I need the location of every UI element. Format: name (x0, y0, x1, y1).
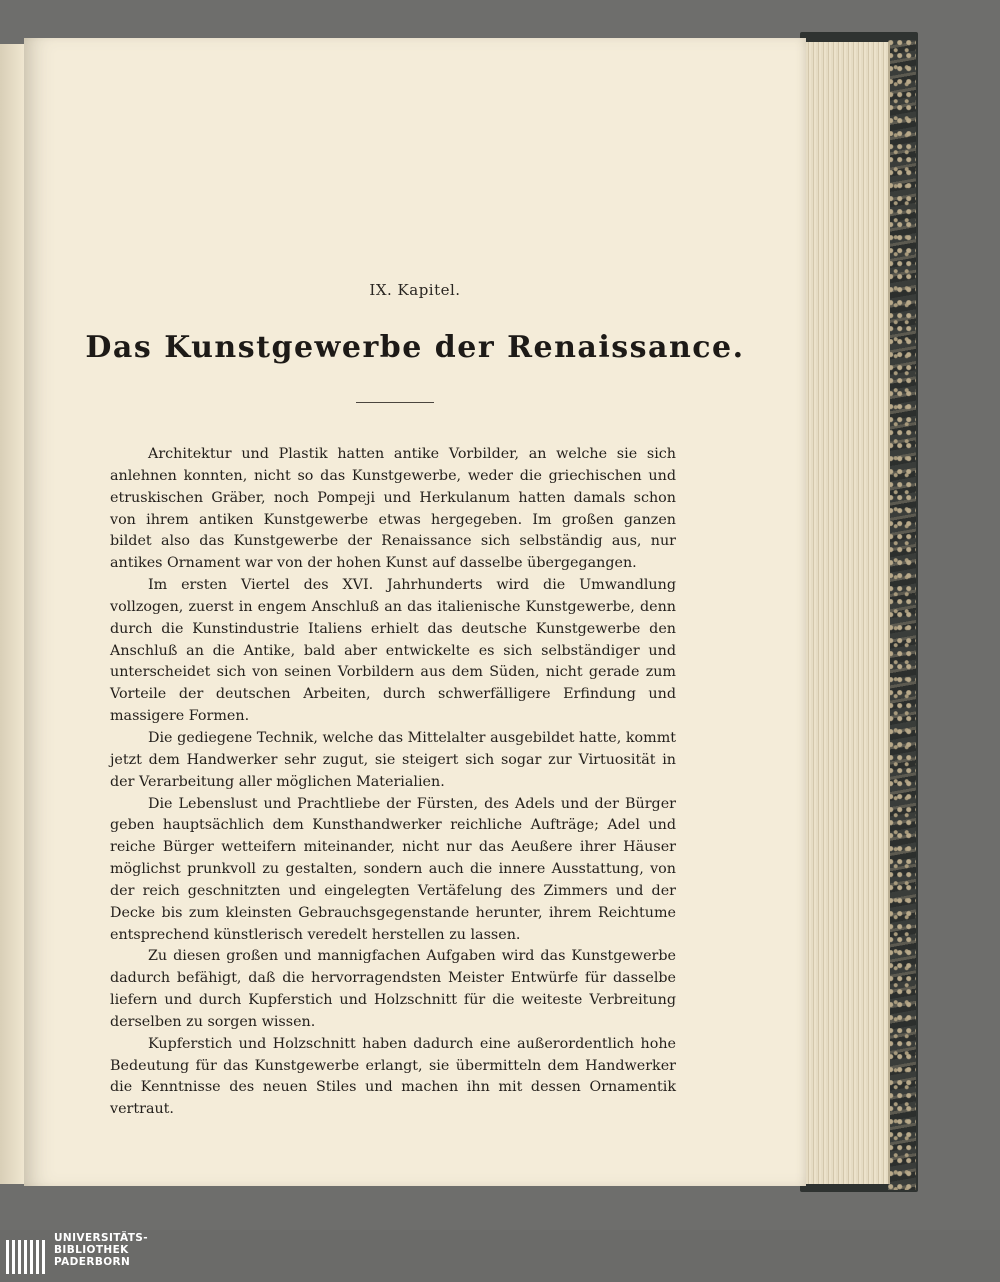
logo-line: BIBLIOTHEK (54, 1244, 129, 1256)
paragraph: Zu diesen großen und mannigfachen Aufgaben wird das Kunstgewerbe dadurch befähigt, daß die hervorragendsten Meister Entwürfe für dasselbe liefern und durch Kupferstich und Holzschnitt für die weiteste Verbreitung derselben zu sorgen wissen. (110, 948, 676, 1030)
paragraph: Architektur und Plastik hatten antike Vorbilder, an welche sie sich anlehnen konnten, nicht so das Kunstgewerbe, weder die griechischen und etruskischen Gräber, noch Pompeji und Herkulanum hatten damals schon von ihrem antiken Kunstgewerbe etwas hergegeben. Im großen ganzen bildet also das Kunstgewerbe der Renaissance sich selbständig aus, nur antikes Ornament war von der hohen Kunst auf dasselbe übergegangen. (110, 446, 676, 572)
book-page (24, 38, 806, 1186)
chapter-heading: IX. Kapitel. (369, 281, 461, 299)
bleed-through (104, 108, 704, 438)
logo-line: UNIVERSITÄTS- (54, 1232, 149, 1244)
paragraph: Kupferstich und Holzschnitt haben dadurch eine außerordentlich hohe Bedeutung für das Kunstgewerbe erlangt, sie übermitteln dem Handwerker die Kenntnisse des neuen Stiles und machen ihn mit dessen Ornamentik vertraut. (110, 1035, 676, 1118)
library-logo-icon (6, 1236, 46, 1276)
paragraph: Die Lebenslust und Prachtliebe der Fürsten, des Adels und der Bürger geben hauptsächlich dem Kunsthandwerker reichliche Aufträge; Adel und reiche Bürger wetteifern miteinander, nicht nur das Aeußere ihrer Häuser möglichst prunkvoll zu gestalten, sondern auch die innere Ausstattung, von der reich geschnitzten und eingelegten Vertäfelung des Zimmers und der Decke bis zum kleinsten Gebrauchsgegenstande herunter, ihrem Reichtume entsprechend künstlerisch veredelt herstellen zu lassen. (110, 795, 676, 943)
logo-line: PADERBORN (54, 1256, 131, 1268)
left-page-edge (0, 44, 25, 1184)
library-logo-text (54, 1232, 148, 1268)
footer-bar (0, 1230, 1000, 1282)
chapter-title: Das Kunstgewerbe der Renaissance. (85, 330, 745, 365)
divider-rule (356, 402, 434, 403)
paragraph: Im ersten Viertel des XVI. Jahrhunderts wird die Umwandlung vollzogen, zuerst in engem Anschluß an das italienische Kunstgewerbe, denn durch die Kunstindustrie Italiens erhielt das deutsche Kunstgewerbe den Anschluß an die Antike, bald aber entwickelte es sich selbständiger und unterscheidet sich von seinen Vorbildern aus dem Süden, nicht gerade zum Vorteile der deutschen Arbeiten, durch schwerfälligere Erfindung und massigere Formen. (110, 577, 676, 725)
page-edges (806, 42, 890, 1184)
paragraph: Die gediegene Technik, welche das Mittelalter ausgebildet hatte, kommt jetzt dem Handwerker sehr zugut, sie steigert sich sogar zur Virtuosität in der Verarbeitung aller möglichen Materialien. (110, 729, 676, 790)
marbled-cover-edge (888, 40, 916, 1190)
body-text (110, 444, 676, 1121)
